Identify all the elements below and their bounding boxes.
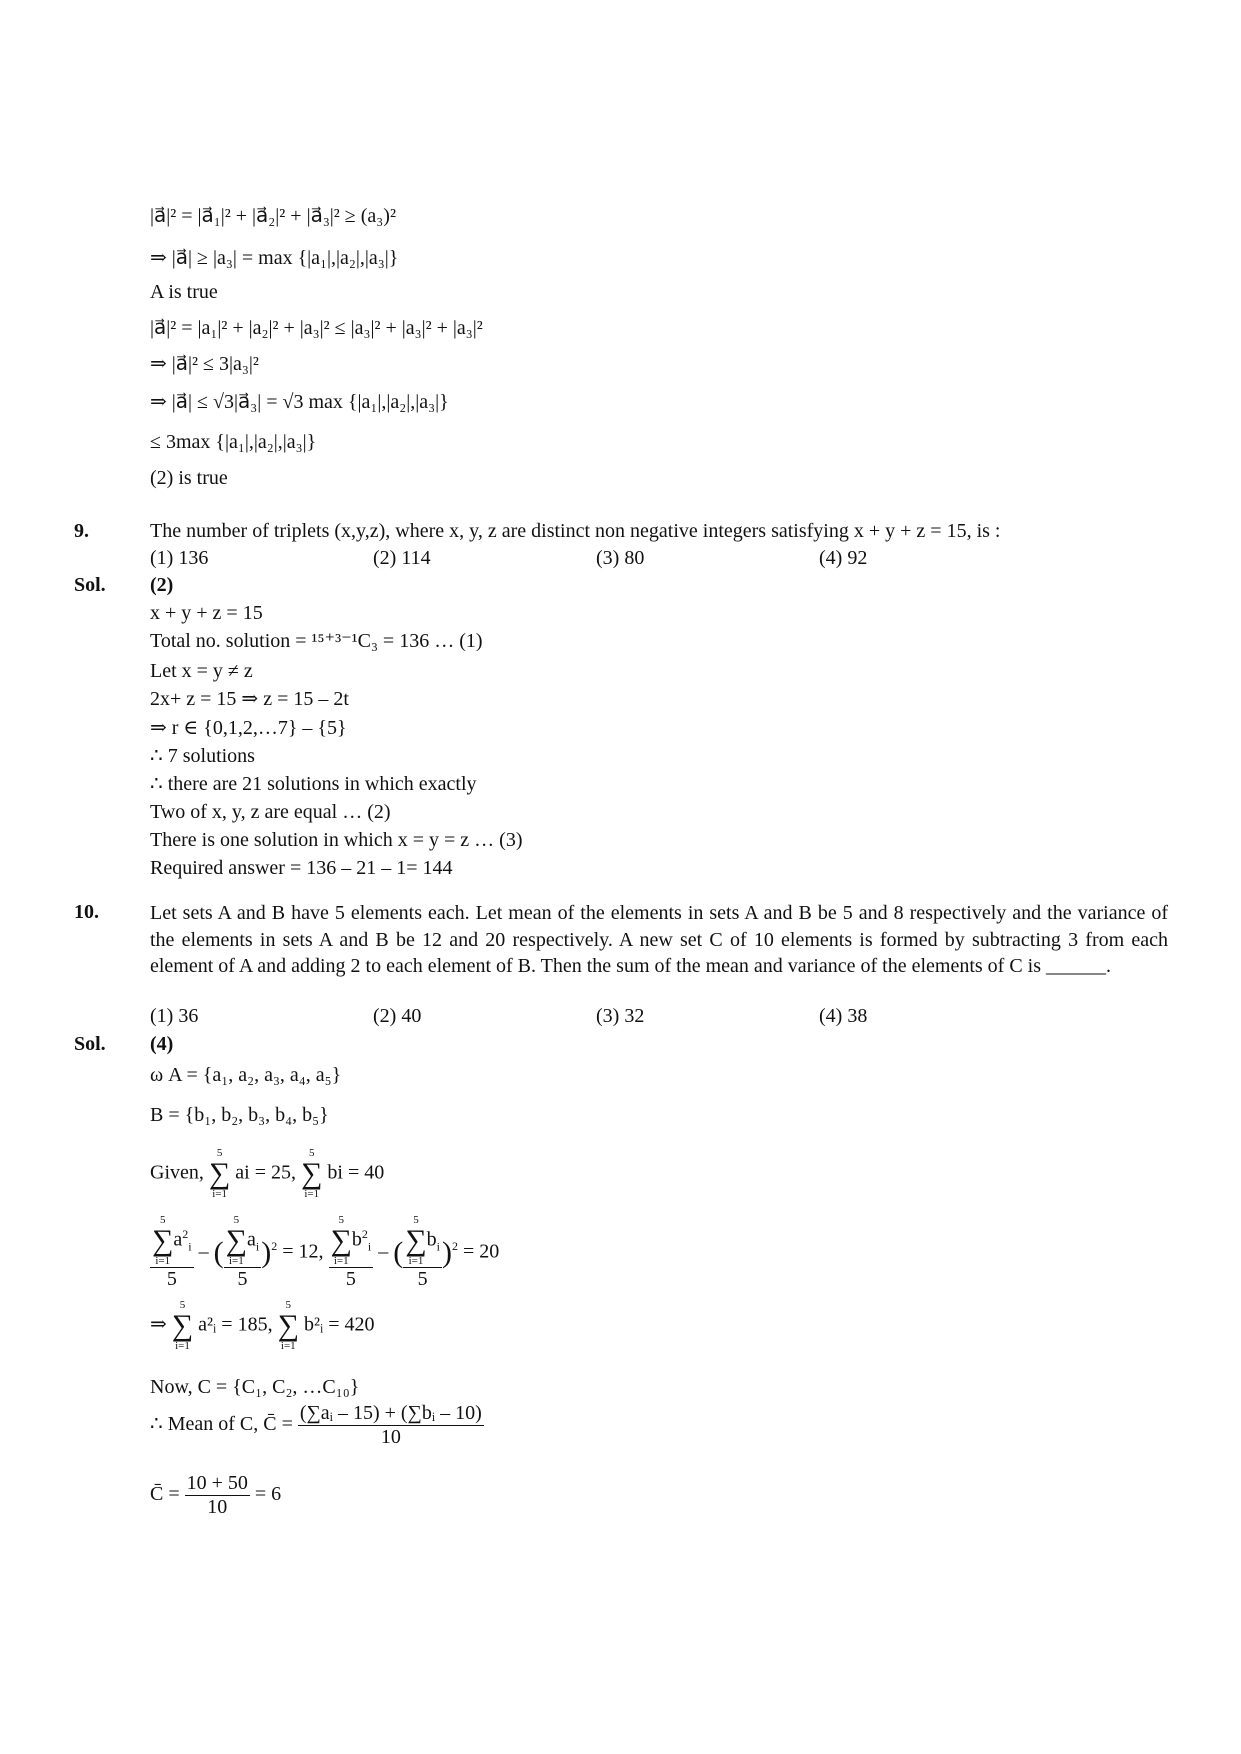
prev-line-3: A is true — [150, 281, 218, 303]
sigma-a: 5 ∑ i=1 — [208, 1147, 231, 1200]
q9-sol-label: Sol. — [74, 574, 106, 596]
q9-option-1: (1) 136 — [150, 547, 209, 569]
q9-answer: (2) — [150, 574, 174, 596]
q9-option-3: (3) 80 — [596, 547, 645, 569]
q10-variance-equation: 5 ∑ i=1 $a^2_i$ 5 – ( 5 ∑ i=1 $a_i$ 5 )$^2$ = 12, 5 ∑ i=1 $b^2_i$ 5 – ( 5 ∑ i=1 $b_i$ 5 )$^2$ = 20 — [152, 1214, 500, 1290]
var-eq-end: = 20 — [463, 1240, 500, 1263]
q10-mean-value — [150, 1472, 281, 1519]
q9-step-2: Total no. solution = ¹⁵⁺³⁻¹C₃ = 136 … (1) — [150, 630, 483, 652]
q10-option-3: (3) 32 — [596, 1005, 645, 1027]
given-label: Given, — [150, 1161, 204, 1184]
var-b-frac1: 5 ∑ i=1 $b^2_i$ 5 — [330, 1214, 372, 1290]
q10-given-line — [150, 1148, 384, 1200]
prev-line-1: |a⃗|² = |a⃗₁|² + |a⃗₂|² + |a⃗₃|² ≥ (a₃)² — [150, 205, 396, 227]
var-eq-mid: = 12, — [282, 1240, 324, 1263]
var-a-frac2: 5 ∑ i=1 $a_i$ 5 — [225, 1214, 260, 1290]
q10-option-4: (4) 38 — [819, 1005, 868, 1027]
mean-val-fraction: $\frac{10 + 50}{10}$ — [186, 1472, 248, 1518]
sigma-b: 5 ∑ i=1 — [301, 1147, 323, 1200]
q9-step-9: There is one solution in which x = y = z … (3) — [150, 829, 523, 851]
q10-option-2: (2) 40 — [373, 1005, 422, 1027]
prev-line-6: ⇒ |a⃗| ≤ √3|a⃗₃| = √3 max {|a₁|,|a₂|,|a₃|} — [150, 391, 449, 413]
q9-step-7: ∴ there are 21 solutions in which exactly — [150, 773, 477, 795]
q9-step-6: ∴ 7 solutions — [150, 745, 255, 767]
var-a-frac1: 5 ∑ i=1 $a^2_i$ 5 — [152, 1214, 192, 1290]
mean-val-rhs: = 6 — [254, 1483, 282, 1506]
q10-sum-squares: ⇒ 5 ∑ i=1 a²ᵢ = 185, 5 ∑ i=1 b²ᵢ = 420 — [150, 1299, 375, 1352]
sum-sq-b: b²ᵢ = 420 — [303, 1313, 375, 1336]
q9-step-10: Required answer = 136 – 21 – 1= 144 — [150, 857, 453, 879]
q9-step-4: 2x+ z = 15 ⇒ z = 15 – 2t — [150, 688, 349, 710]
var-b-frac2: 5 ∑ i=1 $b_i$ 5 — [405, 1214, 440, 1290]
prev-line-5: ⇒ |a⃗|² ≤ 3|a₃|² — [150, 353, 259, 375]
prev-line-7: ≤ 3max {|a₁|,|a₂|,|a₃|} — [150, 431, 317, 453]
question-9-text: The number of triplets (x,y,z), where x, y, z are distinct non negative integers satisfying x + y + z = 15, is : — [150, 520, 1001, 542]
prev-line-4: |a⃗|² = |a₁|² + |a₂|² + |a₃|² ≤ |a₃|² + |a₃|² + |a₃|² — [150, 317, 483, 339]
given-a: ai = 25, — [235, 1161, 296, 1184]
q10-mean-formula — [150, 1402, 484, 1449]
mean-fraction: $\frac{\text{(∑aᵢ – 15) + (∑bᵢ – 10)}}{10}$ — [299, 1402, 482, 1448]
sum-sq-a: a²ᵢ = 185, — [198, 1313, 273, 1336]
mean-val-lhs: C̄ = — [150, 1483, 180, 1506]
q10-set-a: ω A = {a₁, a₂, a₃, a₄, a₅} — [150, 1064, 342, 1086]
q10-set-c: Now, C = {C₁, C₂, …C₁₀} — [150, 1376, 360, 1398]
q9-step-1: x + y + z = 15 — [150, 602, 263, 624]
prev-line-2: ⇒ |a⃗| ≥ |a₃| = max {|a₁|,|a₂|,|a₃|} — [150, 247, 399, 269]
q9-step-3: Let x = y ≠ z — [150, 660, 253, 682]
question-9-number: 9. — [74, 520, 89, 542]
question-10-text: Let sets A and B have 5 elements each. Let mean of the elements in sets A and B be 5 and 8 respectively and the variance of the elements in sets A and B be 12 and 20 respectively. A new set C of 10 elements is formed by subtracting 3 from each element of A and adding 2 to each element of B. Then the sum of the mean and variance of the elements of C is ______. — [150, 902, 1168, 977]
q10-set-b: B = {b₁, b₂, b₃, b₄, b₅} — [150, 1104, 329, 1126]
q9-option-2: (2) 114 — [373, 547, 431, 569]
prev-line-8: (2) is true — [150, 467, 228, 489]
question-10-number: 10. — [74, 901, 99, 923]
q10-sol-label: Sol. — [74, 1033, 106, 1055]
mean-label: ∴ Mean of C, C̄ = — [150, 1413, 293, 1436]
q9-step-8: Two of x, y, z are equal … (2) — [150, 801, 391, 823]
q9-option-4: (4) 92 — [819, 547, 868, 569]
q9-step-5: ⇒ r ∈ {0,1,2,…7} – {5} — [150, 717, 347, 739]
given-b: bi = 40 — [327, 1161, 385, 1184]
q10-answer: (4) — [150, 1033, 174, 1055]
q10-option-1: (1) 36 — [150, 1005, 199, 1027]
